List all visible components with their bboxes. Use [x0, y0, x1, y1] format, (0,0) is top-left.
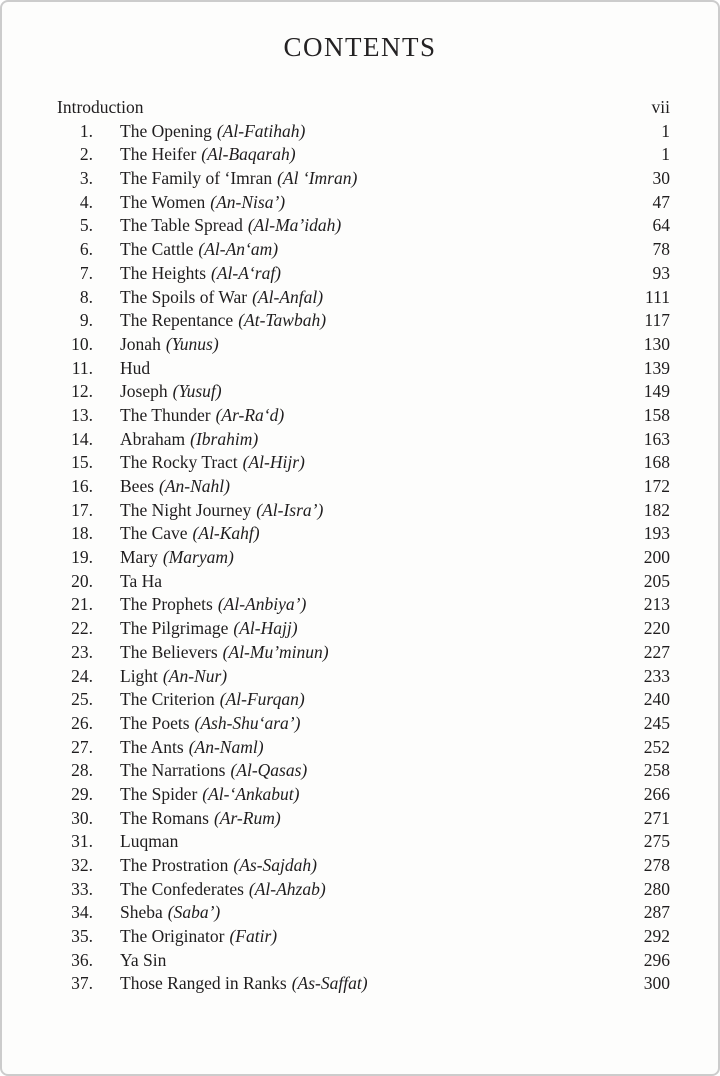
entry-page-number: 266 — [643, 783, 670, 804]
entry-transliteration: (Al-Hijr) — [242, 452, 305, 473]
entry-page-number: 292 — [643, 926, 670, 947]
toc-row — [57, 901, 670, 925]
entry-title-text: The Opening — [120, 120, 212, 141]
entry-number: 4. — [79, 191, 93, 212]
entry-title-text: The Table Spread — [120, 215, 243, 236]
entry-page-number: 245 — [643, 712, 670, 733]
toc-row — [57, 404, 670, 428]
entry-title — [120, 688, 644, 712]
toc-row — [57, 191, 670, 215]
entry-page-number: 233 — [643, 665, 670, 686]
entry-transliteration: (An-Nur) — [162, 665, 228, 686]
entry-title-text: Hud — [120, 357, 151, 378]
entry-page-number: 252 — [643, 736, 670, 757]
entry-title — [120, 570, 644, 594]
entry-title-text: The Prophets — [120, 594, 213, 615]
entry-page-number: 130 — [643, 333, 670, 354]
entry-page-number: 240 — [643, 689, 670, 710]
entry-title — [120, 143, 661, 167]
toc-row — [57, 333, 670, 357]
entry-page-number: 213 — [643, 594, 670, 615]
entry-page-number: 1 — [661, 144, 670, 165]
entry-number: 8. — [79, 286, 93, 307]
entry-transliteration: (Al-A‘raf) — [211, 262, 282, 283]
entry-number: 20. — [71, 570, 93, 591]
entry-number: 35. — [71, 926, 93, 947]
entry-title — [120, 736, 644, 760]
intro-label: Introduction — [57, 97, 144, 117]
entry-title-text: Sheba — [120, 902, 163, 923]
toc-row — [57, 854, 670, 878]
entry-title-text: The Narrations — [120, 760, 226, 781]
entry-title — [120, 167, 653, 191]
entry-page-number: 78 — [652, 239, 670, 260]
entry-page-number: 200 — [643, 547, 670, 568]
entry-transliteration: (Ar-Rum) — [213, 807, 281, 828]
entry-page-number: 64 — [652, 215, 670, 236]
entry-title — [120, 972, 644, 996]
toc-row — [57, 546, 670, 570]
entry-number: 21. — [71, 594, 93, 615]
entry-number: 14. — [71, 428, 93, 449]
entry-title-text: Mary — [120, 547, 158, 568]
toc-row — [57, 712, 670, 736]
entry-page-number: 172 — [643, 476, 670, 496]
entry-transliteration: (Al-Fatihah) — [216, 120, 306, 141]
entry-number: 6. — [79, 239, 93, 260]
entry-title-text: The Thunder — [120, 404, 211, 425]
toc-row — [57, 143, 670, 167]
entry-number: 3. — [79, 168, 93, 189]
entry-page-number: 300 — [643, 973, 670, 994]
entry-title-text: The Women — [120, 191, 206, 212]
toc-row — [57, 878, 670, 902]
entry-number: 34. — [71, 902, 93, 923]
toc-row — [57, 972, 670, 996]
entry-title-text: The Heights — [120, 262, 207, 283]
entry-title — [120, 428, 644, 452]
entry-title-text: The Poets — [120, 712, 190, 733]
entry-title — [120, 830, 644, 854]
entry-transliteration: (Maryam) — [162, 547, 234, 568]
entry-number: 36. — [71, 949, 93, 970]
toc-row — [57, 451, 670, 475]
entry-number: 22. — [71, 618, 93, 639]
entry-title — [120, 665, 644, 689]
toc-row — [57, 736, 670, 760]
entry-number: 16. — [71, 476, 93, 496]
entry-title-text: The Night Journey — [120, 499, 252, 520]
entry-number: 11. — [71, 357, 93, 378]
entry-page-number: 296 — [643, 949, 670, 970]
entry-title — [120, 309, 644, 333]
entry-number: 15. — [71, 452, 93, 473]
entry-page-number: 30 — [652, 168, 670, 189]
entry-number: 29. — [71, 783, 93, 804]
entry-title-text: Light — [120, 665, 158, 686]
entry-title — [120, 522, 644, 546]
entry-title-text: The Cattle — [120, 239, 194, 260]
entry-title — [120, 333, 644, 357]
toc-row — [57, 522, 670, 546]
entry-page-number: 168 — [643, 452, 670, 473]
entry-page-number: 47 — [652, 191, 670, 212]
entry-title-text: Joseph — [120, 381, 168, 402]
entry-transliteration: (As-Sajdah) — [233, 855, 317, 875]
entry-number: 23. — [71, 641, 93, 662]
entry-title — [120, 380, 644, 404]
entry-title-text: The Family of ‘Imran — [120, 168, 273, 189]
entry-page-number: 158 — [643, 404, 670, 425]
entry-title-text: Ta Ha — [120, 570, 163, 591]
entry-page-number: 227 — [643, 641, 670, 662]
entry-page-number: 205 — [643, 570, 670, 591]
entry-title — [120, 191, 653, 215]
entry-number: 19. — [71, 547, 93, 568]
entry-number: 7. — [79, 262, 93, 283]
entry-number: 25. — [71, 689, 93, 710]
entry-page-number: 1 — [661, 120, 670, 141]
toc-row — [57, 925, 670, 949]
entry-number: 30. — [71, 807, 93, 828]
entry-transliteration: (Al-Kahf) — [192, 523, 260, 544]
entry-transliteration: (Al-Isra’) — [256, 499, 324, 520]
entry-title-text: The Heifer — [120, 144, 197, 165]
entry-transliteration: (Al-Ahzab) — [248, 878, 326, 899]
toc-row — [57, 167, 670, 191]
entry-title — [120, 925, 644, 949]
toc-row — [57, 949, 670, 973]
entry-title-text: The Repentance — [120, 310, 234, 331]
entry-title-text: Jonah — [120, 333, 161, 354]
entry-title — [120, 451, 644, 475]
entry-title — [120, 783, 644, 807]
toc-row — [57, 120, 670, 144]
entry-transliteration: (Al-Furqan) — [219, 689, 305, 710]
entry-title-text: Luqman — [120, 831, 179, 852]
entry-transliteration: (Ibrahim) — [190, 428, 259, 449]
toc-row — [57, 830, 670, 854]
entry-transliteration: (Al-‘Ankabut) — [202, 783, 300, 804]
entry-title-text: The Cave — [120, 523, 188, 544]
toc-row — [57, 570, 670, 594]
toc-row — [57, 309, 670, 333]
entry-title-text: The Rocky Tract — [120, 452, 238, 473]
entry-title — [120, 712, 644, 736]
entry-title — [120, 475, 644, 499]
entry-number: 26. — [71, 712, 93, 733]
toc-row — [57, 262, 670, 286]
entry-title — [120, 641, 644, 665]
entry-number: 31. — [71, 831, 93, 852]
entry-title — [120, 404, 644, 428]
entry-title-text: The Spoils of War — [120, 286, 248, 307]
entry-title-text: The Pilgrimage — [120, 618, 229, 639]
entry-page-number: 139 — [643, 357, 670, 378]
toc-row — [57, 286, 670, 310]
toc-row — [57, 617, 670, 641]
entry-page-number: 287 — [643, 902, 670, 923]
entry-page-number: 117 — [644, 310, 670, 331]
entry-title — [120, 901, 644, 925]
entry-title-text: The Romans — [120, 807, 209, 828]
entry-number: 32. — [71, 855, 93, 875]
entry-title-text: The Spider — [120, 783, 198, 804]
toc-entries — [57, 120, 670, 996]
entry-title-text: The Originator — [120, 926, 225, 947]
entry-page-number: 111 — [645, 286, 670, 307]
entry-number: 2. — [79, 144, 93, 165]
entry-title-text: The Confederates — [120, 878, 244, 899]
entry-transliteration: (Fatir) — [229, 926, 278, 947]
entry-page-number: 220 — [643, 618, 670, 639]
entry-page-number: 182 — [643, 499, 670, 520]
entry-title — [120, 949, 644, 973]
entry-title — [120, 357, 644, 381]
toc-row — [57, 475, 670, 499]
entry-page-number: 280 — [643, 878, 670, 899]
entry-title-text: The Believers — [120, 641, 218, 662]
toc-row — [57, 499, 670, 523]
entry-title — [120, 617, 644, 641]
entry-title — [120, 214, 653, 238]
toc-row — [57, 380, 670, 404]
entry-transliteration: (Al ‘Imran) — [277, 168, 358, 189]
entry-transliteration: (Al-Ma’idah) — [247, 215, 342, 236]
toc-row — [57, 593, 670, 617]
entry-title-text: Those Ranged in Ranks — [120, 973, 287, 994]
entry-title-text: The Ants — [120, 736, 184, 757]
entry-number: 1. — [79, 120, 93, 141]
entry-number: 33. — [71, 878, 93, 899]
entry-page-number: 193 — [643, 523, 670, 544]
entry-title-text: The Criterion — [120, 689, 215, 710]
table-of-contents — [57, 96, 670, 996]
entry-transliteration: (Al-Mu’minun) — [222, 641, 329, 662]
toc-row — [57, 238, 670, 262]
intro-row — [57, 96, 670, 120]
entry-title — [120, 499, 644, 523]
toc-row — [57, 665, 670, 689]
toc-row — [57, 759, 670, 783]
entry-transliteration: (As-Saffat) — [291, 973, 368, 994]
toc-row — [57, 214, 670, 238]
entry-page-number: 275 — [643, 831, 670, 852]
intro-page-number: vii — [651, 97, 670, 117]
entry-number: 27. — [71, 736, 93, 757]
page-title: CONTENTS — [283, 32, 437, 62]
toc-row — [57, 688, 670, 712]
entry-page-number: 278 — [643, 855, 670, 875]
entry-transliteration: (Al-Hajj) — [233, 618, 298, 639]
entry-transliteration: (An-Nahl) — [159, 476, 230, 496]
entry-page-number: 93 — [652, 262, 670, 283]
entry-title — [120, 238, 653, 262]
entry-page-number: 149 — [643, 381, 670, 402]
entry-number: 17. — [71, 499, 93, 520]
entry-title — [120, 546, 644, 570]
entry-transliteration: (Al-Anbiya’) — [217, 594, 307, 615]
entry-title-text: The Prostration — [120, 855, 229, 875]
entry-number: 28. — [71, 760, 93, 781]
entry-number: 13. — [71, 404, 93, 425]
entry-title — [120, 262, 653, 286]
toc-row — [57, 641, 670, 665]
entry-transliteration: (Saba’) — [167, 902, 221, 923]
entry-title — [120, 120, 661, 144]
entry-page-number: 258 — [643, 760, 670, 781]
entry-transliteration: (An-Nisa’) — [210, 191, 286, 212]
entry-page-number: 271 — [643, 807, 670, 828]
entry-number: 9. — [79, 310, 93, 331]
entry-transliteration: (Ar-Ra‘d) — [215, 404, 285, 425]
entry-title-text: Abraham — [120, 428, 186, 449]
entry-transliteration: (Al-Qasas) — [230, 760, 308, 781]
entry-transliteration: (Al-Baqarah) — [201, 144, 296, 165]
toc-row — [57, 807, 670, 831]
entry-title — [120, 878, 644, 902]
entry-transliteration: (Al-An‘am) — [198, 239, 279, 260]
toc-row — [57, 428, 670, 452]
entry-title — [120, 759, 644, 783]
entry-title — [120, 286, 645, 310]
entry-title-text: Ya Sin — [120, 949, 167, 970]
entry-number: 18. — [71, 523, 93, 544]
entry-transliteration: (Al-Anfal) — [252, 286, 324, 307]
entry-title-text: Bees — [120, 476, 155, 496]
entry-title — [120, 593, 644, 617]
entry-number: 12. — [71, 381, 93, 402]
entry-number: 37. — [71, 973, 93, 994]
entry-title — [120, 807, 644, 831]
entry-transliteration: (Ash-Shu‘ara’) — [194, 712, 301, 733]
toc-row — [57, 783, 670, 807]
entry-transliteration: (At-Tawbah) — [238, 310, 327, 331]
entry-number: 24. — [71, 665, 93, 686]
entry-title — [120, 854, 644, 878]
entry-page-number: 163 — [643, 428, 670, 449]
entry-number: 10. — [71, 333, 93, 354]
entry-transliteration: (Yusuf) — [172, 381, 222, 402]
entry-number: 5. — [79, 215, 93, 236]
entry-transliteration: (Yunus) — [165, 333, 219, 354]
toc-row — [57, 357, 670, 381]
entry-transliteration: (An-Naml) — [188, 736, 264, 757]
